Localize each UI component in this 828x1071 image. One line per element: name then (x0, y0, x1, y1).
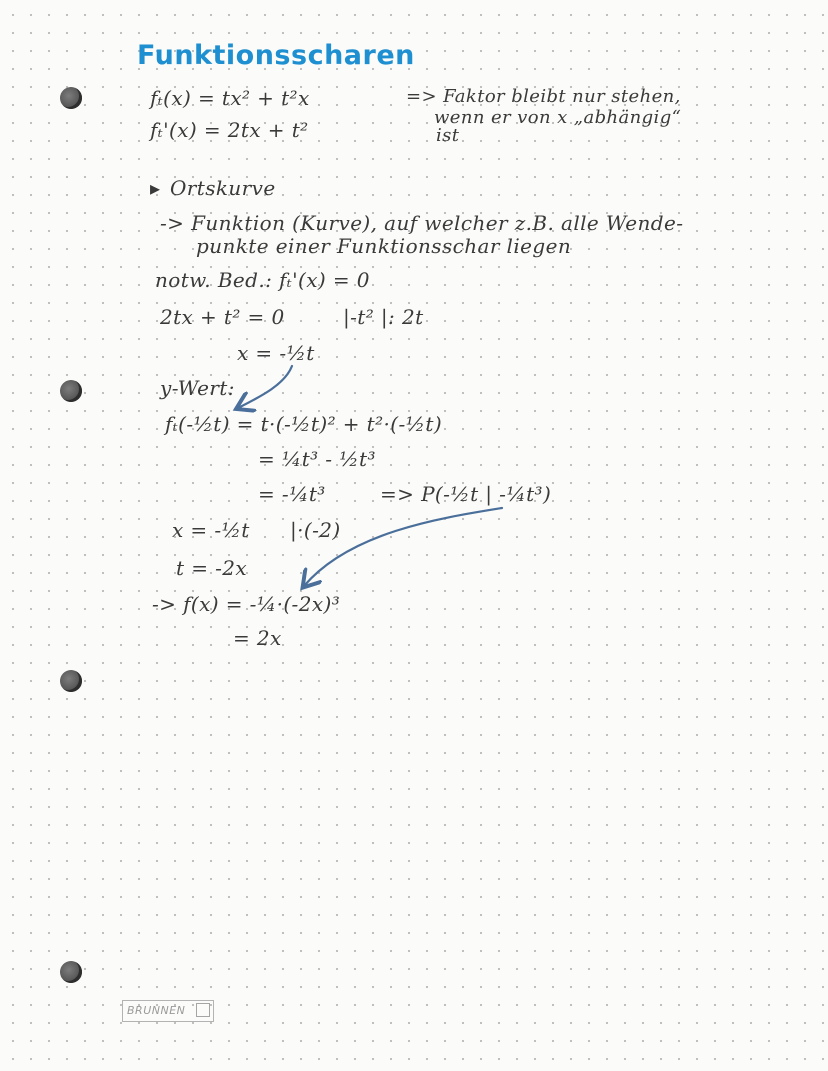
note-line-1: => Faktor bleibt nur stehen, (406, 86, 681, 107)
definition-line-1: -> Funktion (Kurve), auf welcher z.B. alle Wende- (160, 211, 684, 235)
y-value-label: y-Wert: (160, 376, 235, 400)
section-heading-ortskurve: Ortskurve (170, 176, 276, 200)
definition-line-2: punkte einer Funktionsschar liegen (196, 234, 572, 258)
locus-function: -> f(x) = -¼·(-2x)³ (152, 592, 341, 616)
equation-1-operations: |-t² |: 2t (343, 305, 424, 329)
calculation-line-1: fₜ(-½t) = t·(-½t)² + t²·(-½t) (165, 412, 443, 436)
page-title: Funktionsscharen (137, 40, 415, 71)
calculation-line-3: = -¼t³ (258, 482, 326, 506)
arrow-x-to-y (238, 366, 292, 408)
brand-emblem-icon (196, 1003, 210, 1017)
note-line-2: wenn er von x „abhängig“ (434, 107, 682, 128)
x-value: x = -½t (237, 341, 315, 365)
bullet-icon: ▸ (150, 176, 161, 200)
derivative-definition: fₜ'(x) = 2tx + t² (150, 118, 309, 142)
point-result: => P(-½t | -¼t³) (380, 482, 552, 506)
note-line-3: ist (436, 125, 460, 146)
x-equation-operation: |·(-2) (290, 518, 341, 542)
locus-result: = 2x (233, 626, 282, 650)
brand-logo: BRUNNEN (122, 1000, 214, 1022)
arrow-t-to-f (304, 508, 502, 586)
equation-1: 2tx + t² = 0 (160, 305, 285, 329)
necessary-condition: notw. Bed.: fₜ'(x) = 0 (155, 268, 370, 292)
calculation-line-2: = ¼t³ - ½t³ (258, 447, 376, 471)
function-definition: fₜ(x) = tx² + t²x (150, 86, 310, 110)
x-equation: x = -½t (172, 518, 250, 542)
t-equation: t = -2x (176, 556, 248, 580)
